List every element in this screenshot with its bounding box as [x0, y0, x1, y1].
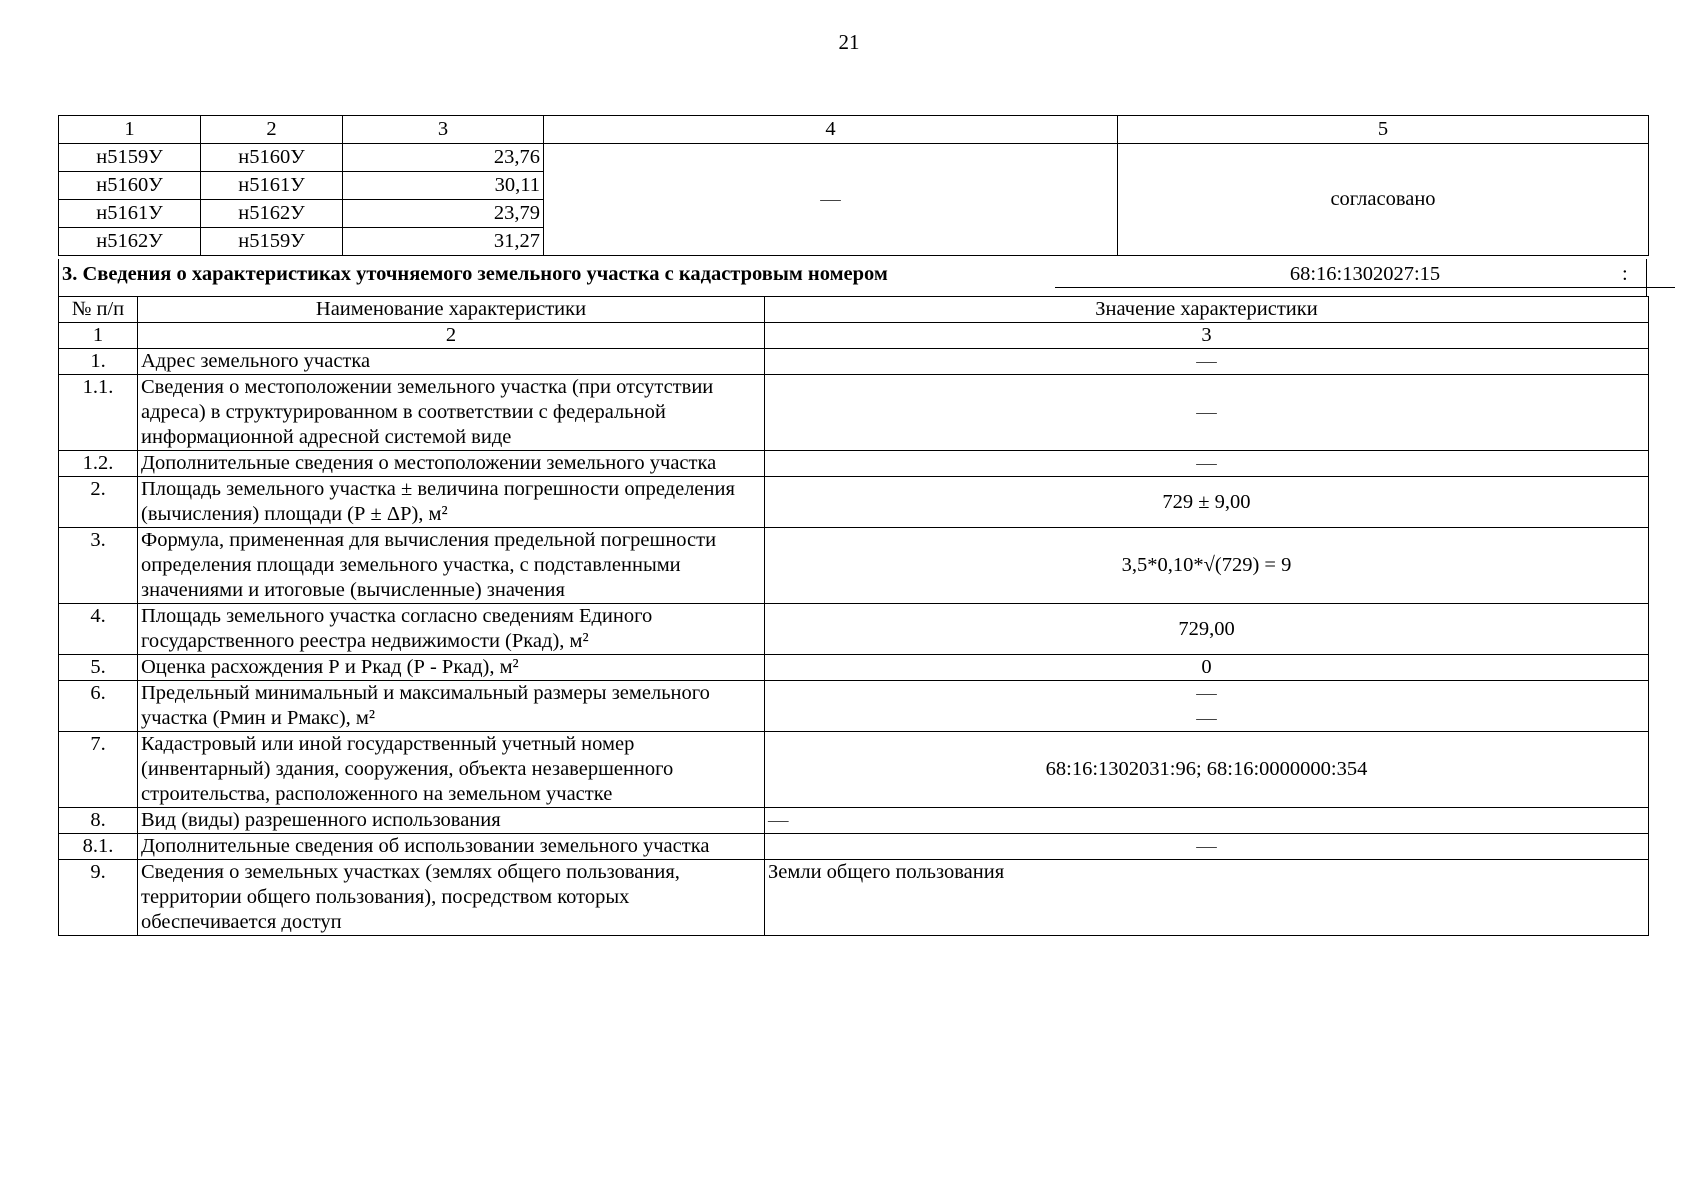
row-number: 5. [59, 655, 138, 681]
row-number: 1.2. [59, 451, 138, 477]
header-num: № п/п [59, 297, 138, 323]
point-from: н5162У [59, 228, 201, 256]
row-number: 2. [59, 477, 138, 528]
point-to: н5159У [201, 228, 343, 256]
header-cell: 2 [201, 116, 343, 144]
segment-length: 23,79 [343, 200, 544, 228]
characteristic-value: Земли общего пользования [765, 860, 1649, 936]
header-cell: 3 [343, 116, 544, 144]
segment-length: 23,76 [343, 144, 544, 172]
characteristic-name: Адрес земельного участка [138, 349, 765, 375]
table-row [59, 732, 1649, 808]
characteristic-name: Кадастровый или иной государственный учетный номер (инвентарный) здания, сооружения, объекта незавершенного строительства, расположенного на земельном участке [138, 732, 765, 808]
characteristic-name: Сведения о земельных участках (землях общего пользования, территории общего пользования), посредством которых обеспечивается доступ [138, 860, 765, 936]
characteristic-value: 729,00 [765, 604, 1649, 655]
table-header-row [59, 116, 1649, 144]
cadastral-number: 68:16:1302027:15 [1055, 263, 1675, 288]
point-to: н5161У [201, 172, 343, 200]
header-value: Значение характеристики [765, 297, 1649, 323]
characteristic-name: Дополнительные сведения об использовании земельного участка [138, 834, 765, 860]
characteristic-value: 68:16:1302031:96; 68:16:0000000:354 [765, 732, 1649, 808]
page-number: 21 [838, 30, 860, 54]
col4-value: — [544, 144, 1118, 256]
characteristic-value: 0 [765, 655, 1649, 681]
col-number: 1 [59, 323, 138, 349]
row-number: 9. [59, 860, 138, 936]
characteristic-name: Вид (виды) разрешенного использования [138, 808, 765, 834]
table-row [59, 604, 1649, 655]
approval-status: согласовано [1118, 144, 1649, 256]
characteristic-value: 729 ± 9,00 [765, 477, 1649, 528]
characteristic-name: Предельный минимальный и максимальный размеры земельного участка (Рмин и Рмакс), м² [138, 681, 765, 732]
table-row [59, 655, 1649, 681]
table-row [59, 375, 1649, 451]
point-from: н5160У [59, 172, 201, 200]
characteristic-name: Сведения о местоположении земельного участка (при отсутствии адреса) в структурированном в соответствии с федеральной информационной адресной системой виде [138, 375, 765, 451]
characteristic-name: Площадь земельного участка ± величина погрешности определения (вычисления) площади (Р ± ΔР), м² [138, 477, 765, 528]
table-row [59, 834, 1649, 860]
boundary-parts-table [58, 115, 1649, 256]
characteristic-name: Оценка расхождения Р и Ркад (Р - Ркад), м² [138, 655, 765, 681]
section-3-header [58, 259, 1647, 296]
row-number: 3. [59, 528, 138, 604]
row-number: 4. [59, 604, 138, 655]
point-to: н5160У [201, 144, 343, 172]
characteristic-value: 3,5*0,10*√(729) = 9 [765, 528, 1649, 604]
header-name: Наименование характеристики [138, 297, 765, 323]
header-cell: 1 [59, 116, 201, 144]
min-size-value: — [1196, 682, 1217, 704]
segment-length: 30,11 [343, 172, 544, 200]
row-number: 8.1. [59, 834, 138, 860]
table-row [59, 808, 1649, 834]
table-header-row [59, 297, 1649, 323]
table-row [59, 451, 1649, 477]
row-number: 6. [59, 681, 138, 732]
table-row [59, 144, 1649, 172]
section-3-colon: : [1622, 263, 1628, 285]
characteristic-value [765, 681, 1649, 732]
characteristics-table [58, 296, 1649, 936]
characteristic-name: Площадь земельного участка согласно сведениям Единого государственного реестра недвижимости (Ркад), м² [138, 604, 765, 655]
point-from: н5161У [59, 200, 201, 228]
column-number-row [59, 323, 1649, 349]
characteristic-value: — [765, 834, 1649, 860]
row-number: 1.1. [59, 375, 138, 451]
table-row [59, 528, 1649, 604]
table-row [59, 681, 1649, 732]
point-to: н5162У [201, 200, 343, 228]
header-cell: 4 [544, 116, 1118, 144]
point-from: н5159У [59, 144, 201, 172]
segment-length: 31,27 [343, 228, 544, 256]
row-number: 1. [59, 349, 138, 375]
characteristic-value: — [765, 451, 1649, 477]
section-3-title: 3. Сведения о характеристиках уточняемого земельного участка с кадастровым номером [62, 263, 888, 285]
characteristic-value: — [765, 349, 1649, 375]
table-row [59, 860, 1649, 936]
characteristic-name: Формула, примененная для вычисления предельной погрешности определения площади земельного участка, с подставленными значениями и итоговые (вычисленные) значения [138, 528, 765, 604]
col-number: 3 [765, 323, 1649, 349]
row-number: 7. [59, 732, 138, 808]
table-row [59, 477, 1649, 528]
col-number: 2 [138, 323, 765, 349]
characteristic-value: — [765, 808, 1649, 834]
max-size-value: — [1196, 707, 1217, 729]
characteristic-value: — [765, 375, 1649, 451]
table-row [59, 349, 1649, 375]
row-number: 8. [59, 808, 138, 834]
header-cell: 5 [1118, 116, 1649, 144]
characteristic-name: Дополнительные сведения о местоположении земельного участка [138, 451, 765, 477]
